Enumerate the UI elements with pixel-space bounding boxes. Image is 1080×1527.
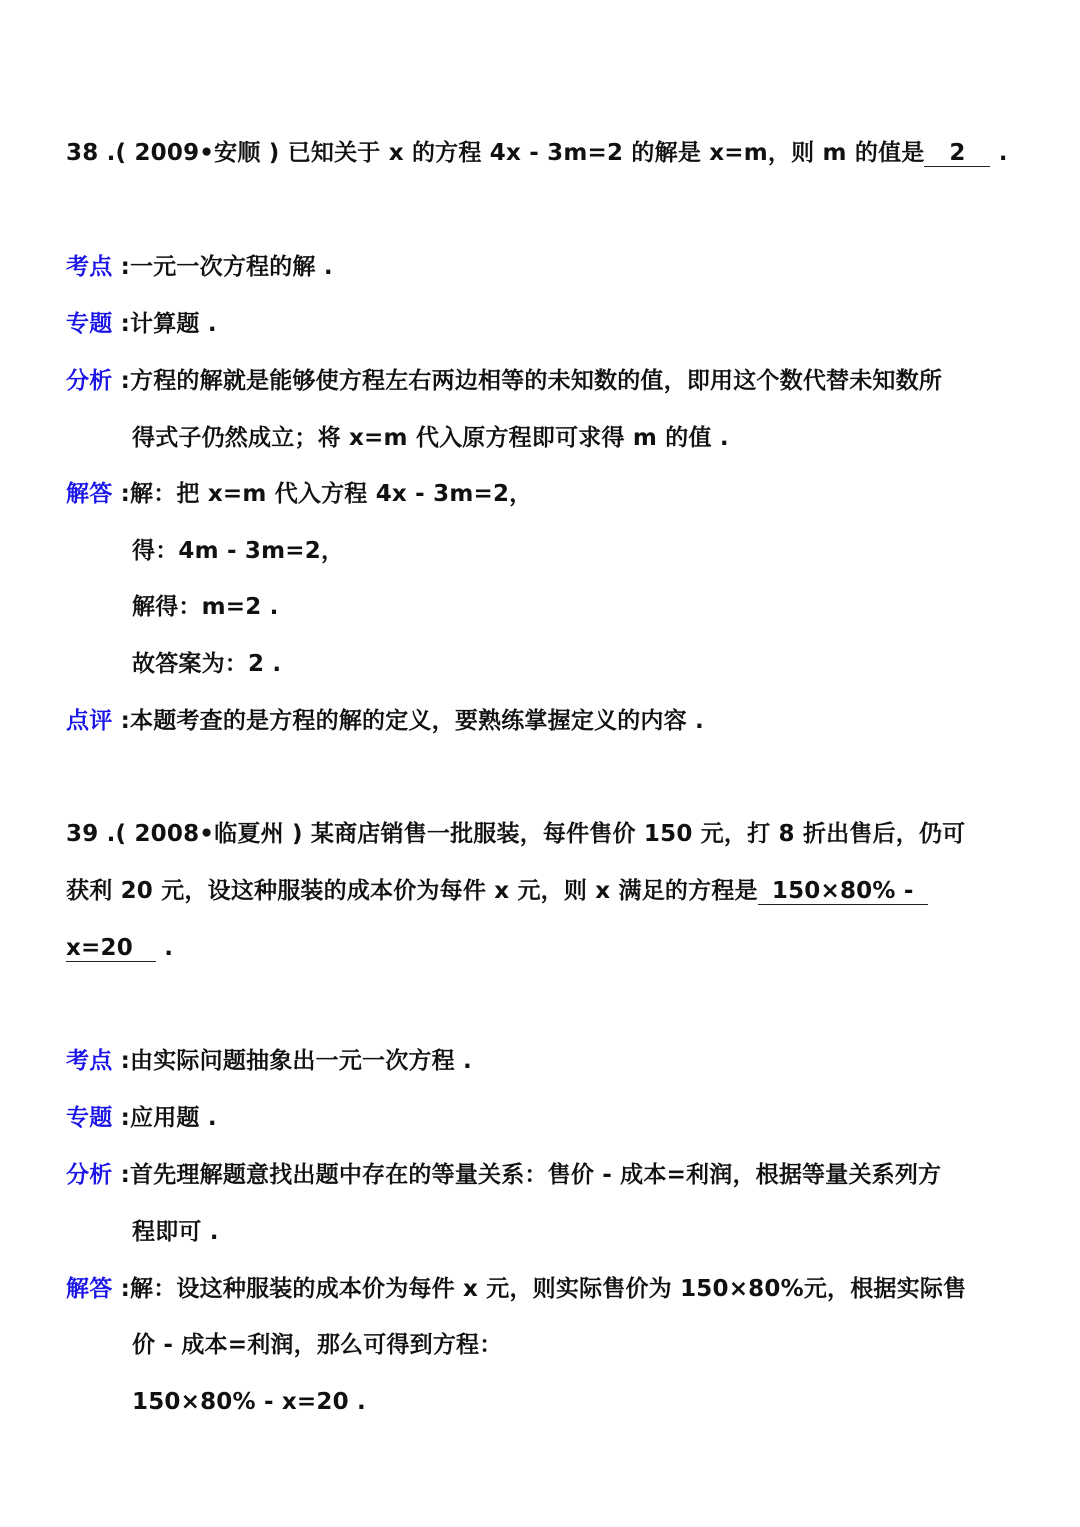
fenxi-label: 分析 <box>66 1162 113 1188</box>
fenxi-continued: 得式子仍然成立；将 x=m 代入原方程即可求得 m 的值 . <box>132 425 729 451</box>
fenxi-row: 分析 :首先理解题意找出题中存在的等量关系：售价 - 成本=利润，根据等量关系列方 <box>66 1162 942 1188</box>
answer-blank-part1: 150×80% - <box>758 878 928 905</box>
jieda-step: 得：4m - 3m=2， <box>132 538 345 564</box>
dianping-label: 点评 <box>66 708 113 734</box>
answer-blank-part2: x=20 <box>66 935 156 962</box>
question-39-stem-line1: 39 .( 2008•临夏州 ) 某商店销售一批服装，每件售价 150 元，打 8 折出售后，仍可 <box>66 821 966 847</box>
jieda-step: 解得：m=2 . <box>132 594 279 620</box>
answer-blank: 2 <box>924 140 990 167</box>
question-39-stem-line3: x=20 . <box>66 935 174 961</box>
fenxi-continued: 程即可 . <box>132 1219 219 1245</box>
kaodian-label: 考点 <box>66 1048 113 1074</box>
jieda-label: 解答 <box>66 1276 113 1302</box>
kaodian-row: 考点 :由实际问题抽象出一元一次方程 . <box>66 1048 472 1074</box>
jieda-row: 解答 :解：设这种服装的成本价为每件 x 元，则实际售价为 150×80%元，根据实际售 <box>66 1276 967 1302</box>
jieda-label: 解答 <box>66 481 113 507</box>
question-39-stem-line2: 获利 20 元，设这种服装的成本价为每件 x 元，则 x 满足的方程是 150×80% - <box>66 876 928 906</box>
fenxi-row: 分析 :方程的解就是能够使方程左右两边相等的未知数的值，即用这个数代替未知数所 <box>66 368 943 394</box>
kaodian-row: 考点 :一元一次方程的解 . <box>66 254 333 280</box>
jieda-step: 价 - 成本=利润，那么可得到方程： <box>132 1332 503 1358</box>
zhuanti-label: 专题 <box>66 1105 113 1131</box>
fenxi-label: 分析 <box>66 368 113 394</box>
jieda-step: 故答案为：2 . <box>132 651 282 677</box>
zhuanti-row: 专题 :应用题 . <box>66 1105 217 1131</box>
question-38-stem: 38 .( 2009•安顺 ) 已知关于 x 的方程 4x - 3m=2 的解是 x=m，则 m 的值是 2 . <box>66 140 1008 166</box>
zhuanti-label: 专题 <box>66 311 113 337</box>
dianping-row: 点评 :本题考查的是方程的解的定义，要熟练掌握定义的内容 . <box>66 708 704 734</box>
jieda-step: 150×80% - x=20 . <box>132 1389 366 1415</box>
zhuanti-row: 专题 :计算题 . <box>66 311 217 337</box>
kaodian-label: 考点 <box>66 254 113 280</box>
jieda-row: 解答 :解：把 x=m 代入方程 4x - 3m=2， <box>66 481 533 507</box>
